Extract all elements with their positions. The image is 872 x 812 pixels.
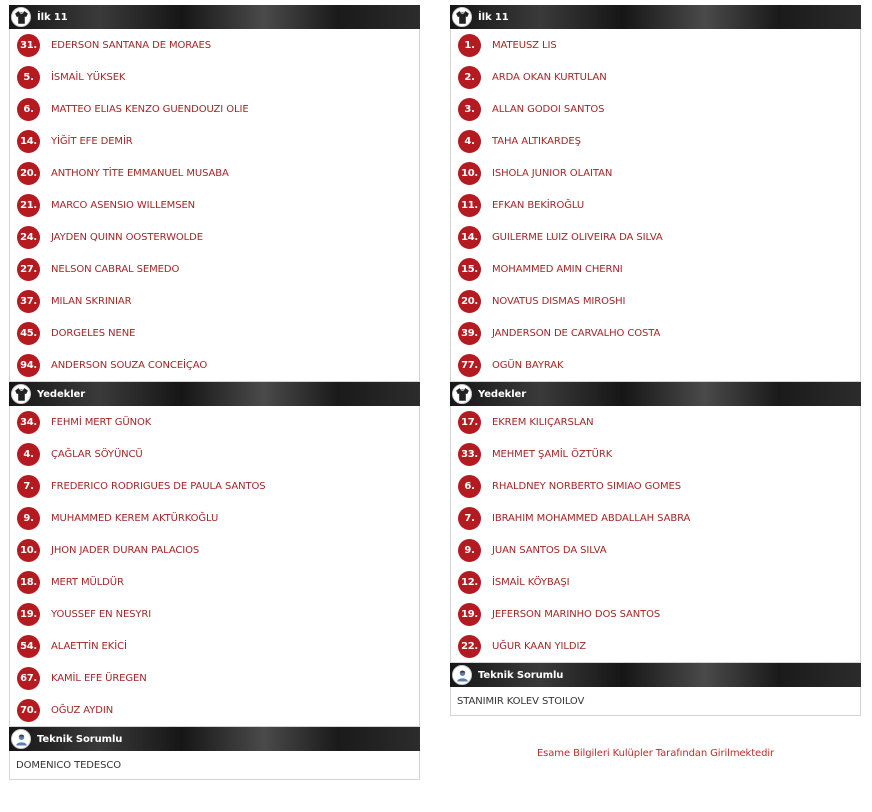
jersey-number-badge: 21. xyxy=(17,194,40,217)
player-name-link[interactable]: JANDERSON DE CARVALHO COSTA xyxy=(492,327,661,339)
player-row[interactable] xyxy=(451,221,860,253)
player-name-link[interactable]: ALLAN GODOI SANTOS xyxy=(492,103,605,115)
substitutes-list xyxy=(9,406,420,727)
player-row[interactable] xyxy=(451,29,860,61)
player-name-link[interactable]: MUHAMMED KEREM AKTÜRKOĞLU xyxy=(51,512,219,524)
player-name-link[interactable]: İSMAİL KÖYBAŞI xyxy=(492,576,570,588)
away-team-lineup xyxy=(450,5,861,716)
player-name-link[interactable]: GUILERME LUIZ OLIVEIRA DA SILVA xyxy=(492,231,663,243)
jersey-number-badge: 20. xyxy=(458,290,481,313)
player-row[interactable] xyxy=(10,662,419,694)
player-name-link[interactable]: YOUSSEF EN NESYRI xyxy=(51,608,152,620)
starting-list xyxy=(450,29,861,382)
jersey-number-badge: 20. xyxy=(17,162,40,185)
jersey-number-badge: 9. xyxy=(458,539,481,562)
jersey-number-badge: 12. xyxy=(458,571,481,594)
coach-avatar-icon xyxy=(452,665,472,685)
player-row[interactable] xyxy=(451,502,860,534)
section-title: Teknik Sorumlu xyxy=(37,733,123,745)
jersey-number-badge: 33. xyxy=(458,443,481,466)
jersey-number-badge: 14. xyxy=(458,226,481,249)
jersey-number-badge: 19. xyxy=(458,603,481,626)
jersey-number-badge: 9. xyxy=(17,507,40,530)
player-row[interactable] xyxy=(10,406,419,438)
player-row[interactable] xyxy=(10,630,419,662)
player-name-link[interactable]: YİĞİT EFE DEMİR xyxy=(51,135,133,147)
player-name-link[interactable]: ARDA OKAN KURTULAN xyxy=(492,71,607,83)
player-row[interactable] xyxy=(10,502,419,534)
jersey-number-badge: 22. xyxy=(458,635,481,658)
jersey-icon xyxy=(11,7,31,27)
coach-avatar-icon xyxy=(11,729,31,749)
starting-list xyxy=(9,29,420,382)
jersey-number-badge: 18. xyxy=(17,571,40,594)
player-row[interactable] xyxy=(10,61,419,93)
jersey-number-badge: 37. xyxy=(17,290,40,313)
player-row[interactable] xyxy=(451,470,860,502)
section-title: Yedekler xyxy=(37,388,86,400)
jersey-number-badge: 54. xyxy=(17,635,40,658)
player-row[interactable] xyxy=(451,534,860,566)
section-title: İlk 11 xyxy=(478,11,509,23)
jersey-number-badge: 94. xyxy=(17,354,40,377)
jersey-number-badge: 17. xyxy=(458,411,481,434)
player-row[interactable] xyxy=(10,694,419,726)
jersey-number-badge: 11. xyxy=(458,194,481,217)
jersey-icon xyxy=(452,7,472,27)
player-name-link[interactable]: JEFERSON MARINHO DOS SANTOS xyxy=(492,608,661,620)
player-row[interactable] xyxy=(10,566,419,598)
jersey-icon xyxy=(452,384,472,404)
jersey-number-badge: 27. xyxy=(17,258,40,281)
jersey-number-badge: 2. xyxy=(458,66,481,89)
coach-name: DOMENICO TEDESCO xyxy=(9,751,420,780)
player-name-link[interactable]: MEHMET ŞAMİL ÖZTÜRK xyxy=(492,448,613,460)
jersey-number-badge: 77. xyxy=(458,354,481,377)
jersey-number-badge: 6. xyxy=(17,98,40,121)
jersey-number-badge: 67. xyxy=(17,667,40,690)
player-name-link[interactable]: EDERSON SANTANA DE MORAES xyxy=(51,39,211,51)
player-row[interactable] xyxy=(10,534,419,566)
jersey-number-badge: 6. xyxy=(458,475,481,498)
player-row[interactable] xyxy=(10,253,419,285)
section-title: Teknik Sorumlu xyxy=(478,669,564,681)
jersey-number-badge: 7. xyxy=(458,507,481,530)
player-name-link[interactable]: MOHAMMED AMIN CHERNI xyxy=(492,263,623,275)
coach-name: STANIMIR KOLEV STOILOV xyxy=(450,687,861,716)
jersey-number-badge: 31. xyxy=(17,34,40,57)
player-row[interactable] xyxy=(451,406,860,438)
player-name-link[interactable]: EKREM KILIÇARSLAN xyxy=(492,416,594,428)
jersey-number-badge: 70. xyxy=(17,699,40,722)
player-row[interactable] xyxy=(10,189,419,221)
player-row[interactable] xyxy=(451,598,860,630)
jersey-number-badge: 7. xyxy=(17,475,40,498)
jersey-number-badge: 15. xyxy=(458,258,481,281)
player-row[interactable] xyxy=(10,317,419,349)
player-name-link[interactable]: MATTEO ELIAS KENZO GUENDOUZI OLIE xyxy=(51,103,249,115)
player-name-link[interactable]: ANDERSON SOUZA CONCEİÇAO xyxy=(51,359,208,371)
coach-header xyxy=(9,727,420,751)
player-name-link[interactable]: DORGELES NENE xyxy=(51,327,136,339)
player-name-link[interactable]: ISHOLA JUNIOR OLAITAN xyxy=(492,167,613,179)
jersey-number-badge: 5. xyxy=(17,66,40,89)
jersey-number-badge: 45. xyxy=(17,322,40,345)
player-row[interactable] xyxy=(10,221,419,253)
player-name-link[interactable]: FEHMİ MERT GÜNOK xyxy=(51,416,152,428)
player-row[interactable] xyxy=(451,349,860,381)
player-row[interactable] xyxy=(10,285,419,317)
player-name-link[interactable]: NOVATUS DISMAS MIROSHI xyxy=(492,295,626,307)
player-row[interactable] xyxy=(10,349,419,381)
player-name-link[interactable]: RHALDNEY NORBERTO SIMIAO GOMES xyxy=(492,480,682,492)
section-title: Yedekler xyxy=(478,388,527,400)
player-name-link[interactable]: İSMAİL YÜKSEK xyxy=(51,71,126,83)
jersey-number-badge: 10. xyxy=(17,539,40,562)
player-row[interactable] xyxy=(451,93,860,125)
jersey-number-badge: 4. xyxy=(458,130,481,153)
player-name-link[interactable]: ALAETTİN EKİCİ xyxy=(51,640,127,652)
player-row[interactable] xyxy=(451,630,860,662)
player-row[interactable] xyxy=(10,157,419,189)
player-row[interactable] xyxy=(451,61,860,93)
player-name-link[interactable]: KAMİL EFE ÜREGEN xyxy=(51,672,147,684)
jersey-icon xyxy=(11,384,31,404)
player-name-link[interactable]: MILAN SKRINIAR xyxy=(51,295,132,307)
player-name-link[interactable]: MARCO ASENSIO WILLEMSEN xyxy=(51,199,196,211)
footer-note: Esame Bilgileri Kulüpler Tarafından Girilmektedir xyxy=(536,748,775,759)
player-name-link[interactable]: IBRAHIM MOHAMMED ABDALLAH SABRA xyxy=(492,512,691,524)
jersey-number-badge: 3. xyxy=(458,98,481,121)
player-row[interactable] xyxy=(451,317,860,349)
player-row[interactable] xyxy=(10,598,419,630)
section-title: İlk 11 xyxy=(37,11,68,23)
player-name-link[interactable]: MERT MÜLDÜR xyxy=(51,576,124,588)
player-name-link[interactable]: OGÜN BAYRAK xyxy=(492,359,564,371)
player-row[interactable] xyxy=(10,125,419,157)
player-row[interactable] xyxy=(10,29,419,61)
player-name-link[interactable]: UĞUR KAAN YILDIZ xyxy=(492,640,587,652)
player-name-link[interactable]: JUAN SANTOS DA SILVA xyxy=(492,544,607,556)
player-name-link[interactable]: NELSON CABRAL SEMEDO xyxy=(51,263,180,275)
player-row[interactable] xyxy=(451,125,860,157)
player-row[interactable] xyxy=(451,253,860,285)
player-name-link[interactable]: OĞUZ AYDIN xyxy=(51,704,114,716)
player-row[interactable] xyxy=(451,438,860,470)
player-row[interactable] xyxy=(10,93,419,125)
starting-eleven-header xyxy=(450,5,861,29)
player-row[interactable] xyxy=(10,438,419,470)
player-row[interactable] xyxy=(451,566,860,598)
jersey-number-badge: 10. xyxy=(458,162,481,185)
player-name-link[interactable]: TAHA ALTIKARDEŞ xyxy=(492,135,581,147)
player-row[interactable] xyxy=(451,189,860,221)
player-name-link[interactable]: MATEUSZ LIS xyxy=(492,39,557,51)
player-row[interactable] xyxy=(451,157,860,189)
jersey-number-badge: 19. xyxy=(17,603,40,626)
starting-eleven-header xyxy=(9,5,420,29)
substitutes-header xyxy=(450,382,861,406)
jersey-number-badge: 39. xyxy=(458,322,481,345)
coach-header xyxy=(450,663,861,687)
jersey-number-badge: 1. xyxy=(458,34,481,57)
player-name-link[interactable]: EFKAN BEKİROĞLU xyxy=(492,199,585,211)
player-row[interactable] xyxy=(10,470,419,502)
jersey-number-badge: 24. xyxy=(17,226,40,249)
player-name-link[interactable]: ÇAĞLAR SÖYÜNCÜ xyxy=(51,448,143,460)
player-name-link[interactable]: JHON JADER DURAN PALACIOS xyxy=(51,544,200,556)
player-name-link[interactable]: ANTHONY TİTE EMMANUEL MUSABA xyxy=(51,167,229,179)
jersey-number-badge: 34. xyxy=(17,411,40,434)
substitutes-list xyxy=(450,406,861,663)
player-row[interactable] xyxy=(451,285,860,317)
jersey-number-badge: 4. xyxy=(17,443,40,466)
player-name-link[interactable]: FREDERICO RODRIGUES DE PAULA SANTOS xyxy=(51,480,266,492)
home-team-lineup xyxy=(9,5,420,780)
jersey-number-badge: 14. xyxy=(17,130,40,153)
substitutes-header xyxy=(9,382,420,406)
player-name-link[interactable]: JAYDEN QUINN OOSTERWOLDE xyxy=(51,231,203,243)
